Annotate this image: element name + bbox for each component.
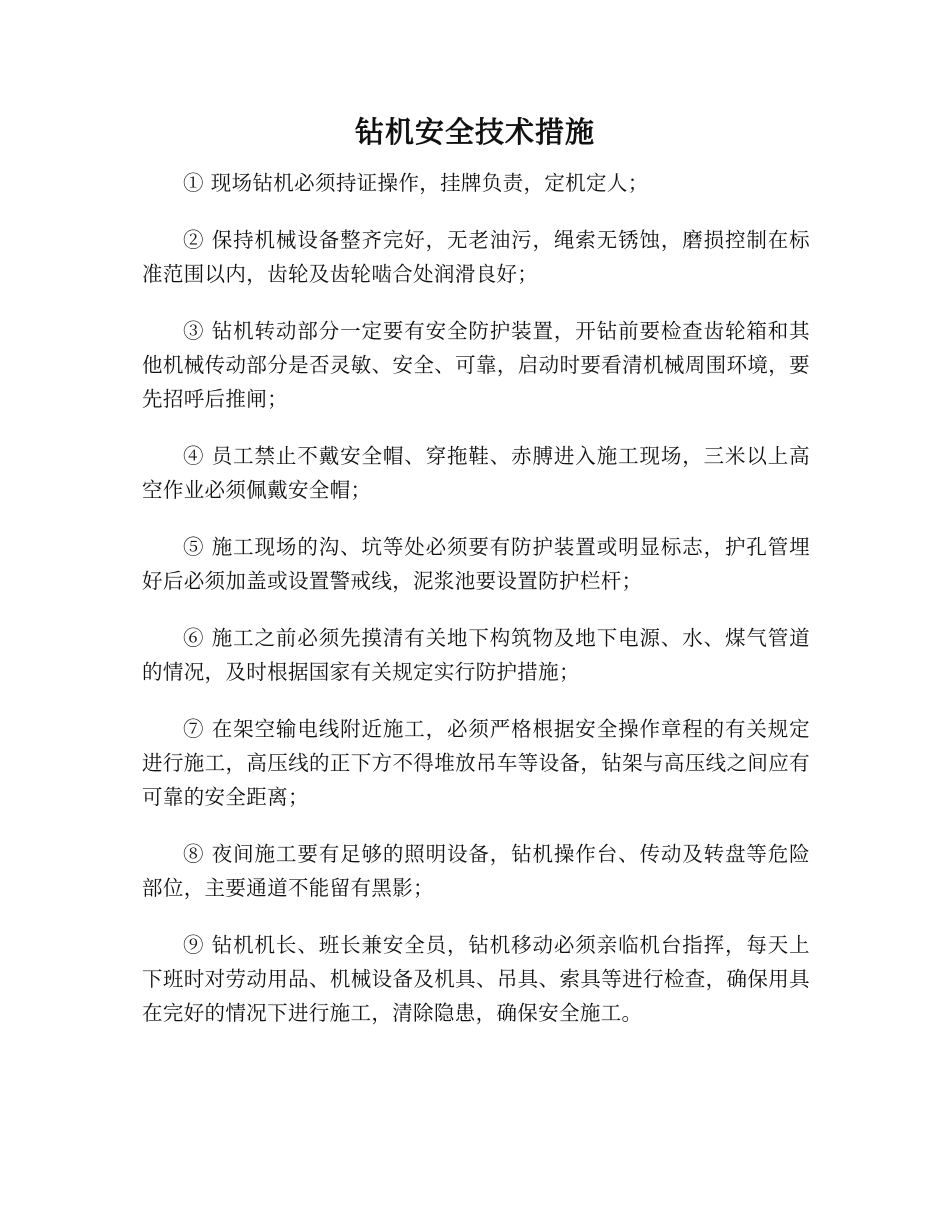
paragraph-9: ⑨ 钻机机长、班长兼安全员，钻机移动必须亲临机台指挥，每天上下班时对劳动用品、机械设备及机具、吊具、索具等进行检查，确保用具在完好的情况下进行施工，清除隐患，确保安全施工。 xyxy=(142,933,810,1025)
document-title: 钻机安全技术措施 xyxy=(354,115,595,149)
paragraph-5: ⑤ 施工现场的沟、坑等处必须要有防护装置或明显标志，护孔管埋好后必须加盖或设置警戒线，泥浆池要设置防护栏杆； xyxy=(142,535,810,593)
paragraph-1: ① 现场钻机必须持证操作，挂牌负责，定机定人； xyxy=(183,171,649,195)
paragraph-8: ⑧ 夜间施工要有足够的照明设备，钻机操作台、传动及转盘等危险部位，主要通道不能留有黑影； xyxy=(142,842,810,900)
paragraph-4: ④ 员工禁止不戴安全帽、穿拖鞋、赤膊进入施工现场，三米以上高空作业必须佩戴安全帽； xyxy=(142,444,810,502)
paragraph-7: ⑦ 在架空输电线附近施工，必须严格根据安全操作章程的有关规定进行施工，高压线的正下方不得堆放吊车等设备，钻架与高压线之间应有可靠的安全距离； xyxy=(142,717,810,809)
paragraph-3: ③ 钻机转动部分一定要有安全防护装置，开钻前要检查齿轮箱和其他机械传动部分是否灵敏、安全、可靠，启动时要看清机械周围环境，要先招呼后推闸； xyxy=(142,319,810,411)
document-body xyxy=(142,166,810,1053)
paragraph-6: ⑥ 施工之前必须先摸清有关地下构筑物及地下电源、水、煤气管道的情况，及时根据国家有关规定实行防护措施； xyxy=(142,626,810,684)
paragraph-2: ② 保持机械设备整齐完好，无老油污，绳索无锈蚀，磨损控制在标准范围以内，齿轮及齿轮啮合处润滑良好； xyxy=(142,228,810,286)
